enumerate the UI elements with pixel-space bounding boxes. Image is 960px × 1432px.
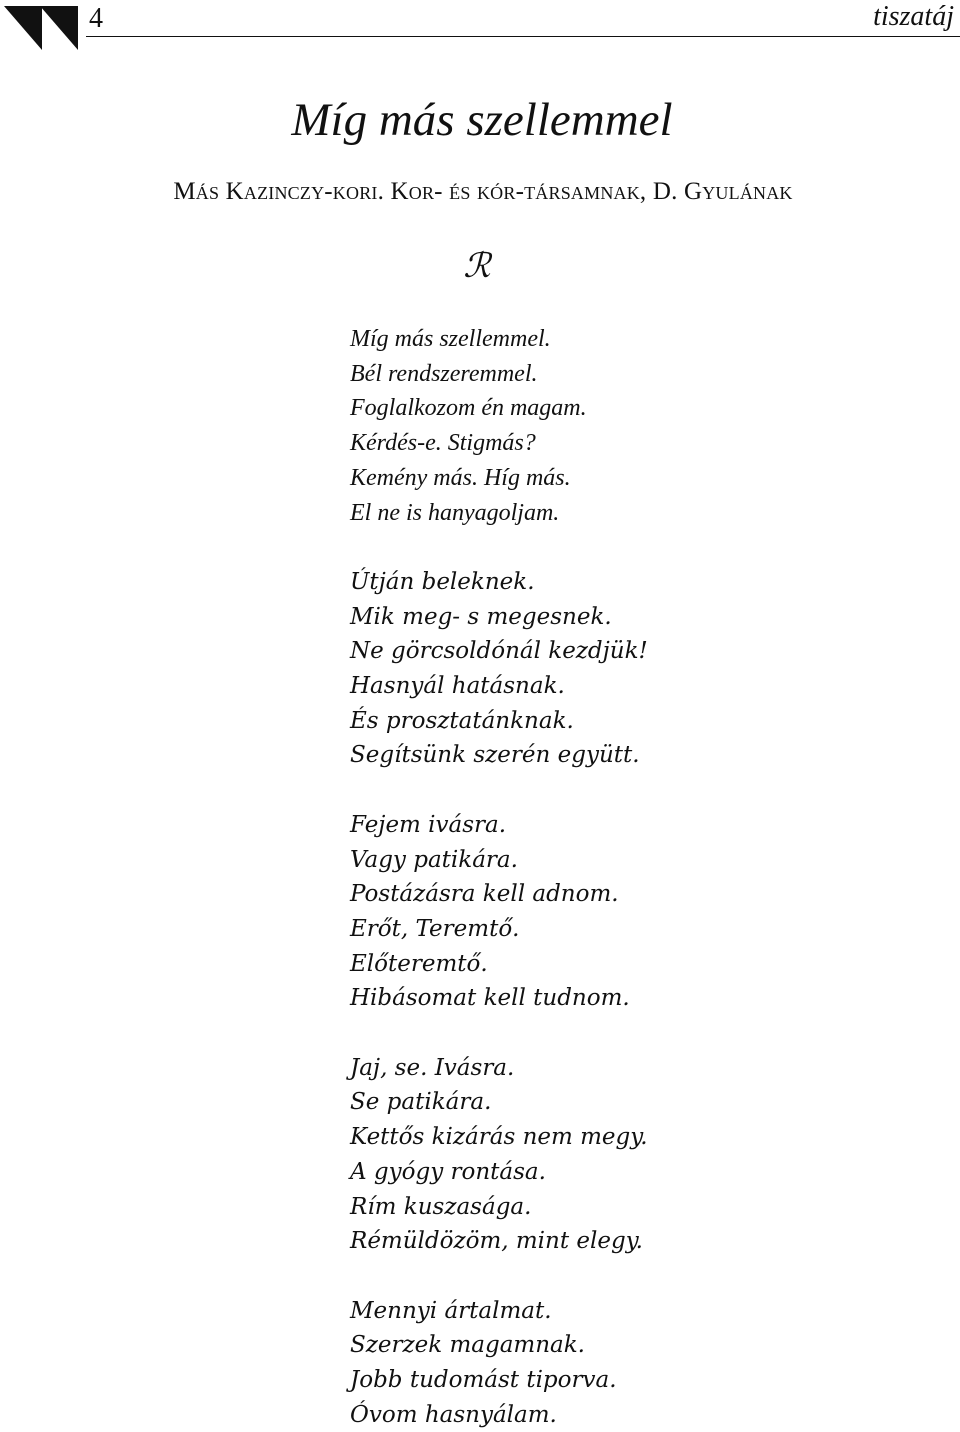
poem-line: Óvom hasnyálam. xyxy=(350,1401,557,1428)
poem-line: Kettős kizárás nem megy. xyxy=(350,1124,648,1151)
poem-line: Ne görcsoldónál kezdjük! xyxy=(350,638,648,665)
poem-line: Kemény más. Híg más. xyxy=(350,464,571,491)
poem-line: Se patikára. xyxy=(350,1089,492,1116)
stanza-3 xyxy=(350,808,648,1016)
poem-line: Mennyi ártalmat. xyxy=(350,1297,552,1324)
poem-line: Rémüldözöm, mint elegy. xyxy=(350,1228,643,1255)
poem-line: Erőt, Teremtő. xyxy=(350,915,520,942)
poem-line: Rím kuszasága. xyxy=(350,1193,532,1220)
poem-line: El ne is hanyagoljam. xyxy=(350,499,560,526)
swash-ornament-icon: ℛ xyxy=(463,246,491,286)
poem-line: A gyógy rontása. xyxy=(350,1158,546,1185)
poem-line: Fejem ivásra. xyxy=(350,811,507,838)
stanza-5 xyxy=(350,1294,648,1432)
poem-line: Mik meg- s megesnek. xyxy=(350,603,612,630)
poem-line: Foglalkozom én magam. xyxy=(350,395,587,422)
poem-line: Előteremtő. xyxy=(350,950,488,977)
poem-line: Postázásra kell adnom. xyxy=(350,881,619,908)
poem-line: Segítsünk szerén együtt. xyxy=(350,742,640,769)
magazine-name: tiszatáj xyxy=(873,1,954,32)
dedication: Más Kazinczy-kori. Kor- és kór-társamnak, D. Gyulának xyxy=(173,178,793,205)
poem-line: És prosztatánknak. xyxy=(350,707,574,734)
stanza-1 xyxy=(350,322,648,530)
poem-line: Míg más szellemmel. xyxy=(350,326,551,352)
poem-line: Jaj, se. Ivásra. xyxy=(350,1054,515,1081)
poem-title: Míg más szellemmel xyxy=(291,94,673,146)
stanza-2 xyxy=(350,565,648,773)
page-number: 4 xyxy=(89,3,103,34)
poem-body xyxy=(350,322,648,1432)
poem-line: Kérdés-e. Stigmás? xyxy=(350,430,536,457)
poem-line: Hasnyál hatásnak. xyxy=(350,673,565,700)
page-header xyxy=(0,0,960,50)
poem-line: Hibásomat kell tudnom. xyxy=(350,985,630,1012)
header-rule xyxy=(86,36,960,37)
poem-line: Szerzek magamnak. xyxy=(350,1332,585,1359)
poem-line: Útján beleknek. xyxy=(350,568,535,595)
poem-line: Vagy patikára. xyxy=(350,846,518,873)
double-triangle-mark-icon xyxy=(4,6,78,50)
stanza-4 xyxy=(350,1051,648,1259)
poem-line: Jobb tudomást tiporva. xyxy=(350,1367,617,1394)
poem-line: Bél rendszeremmel. xyxy=(350,360,538,387)
